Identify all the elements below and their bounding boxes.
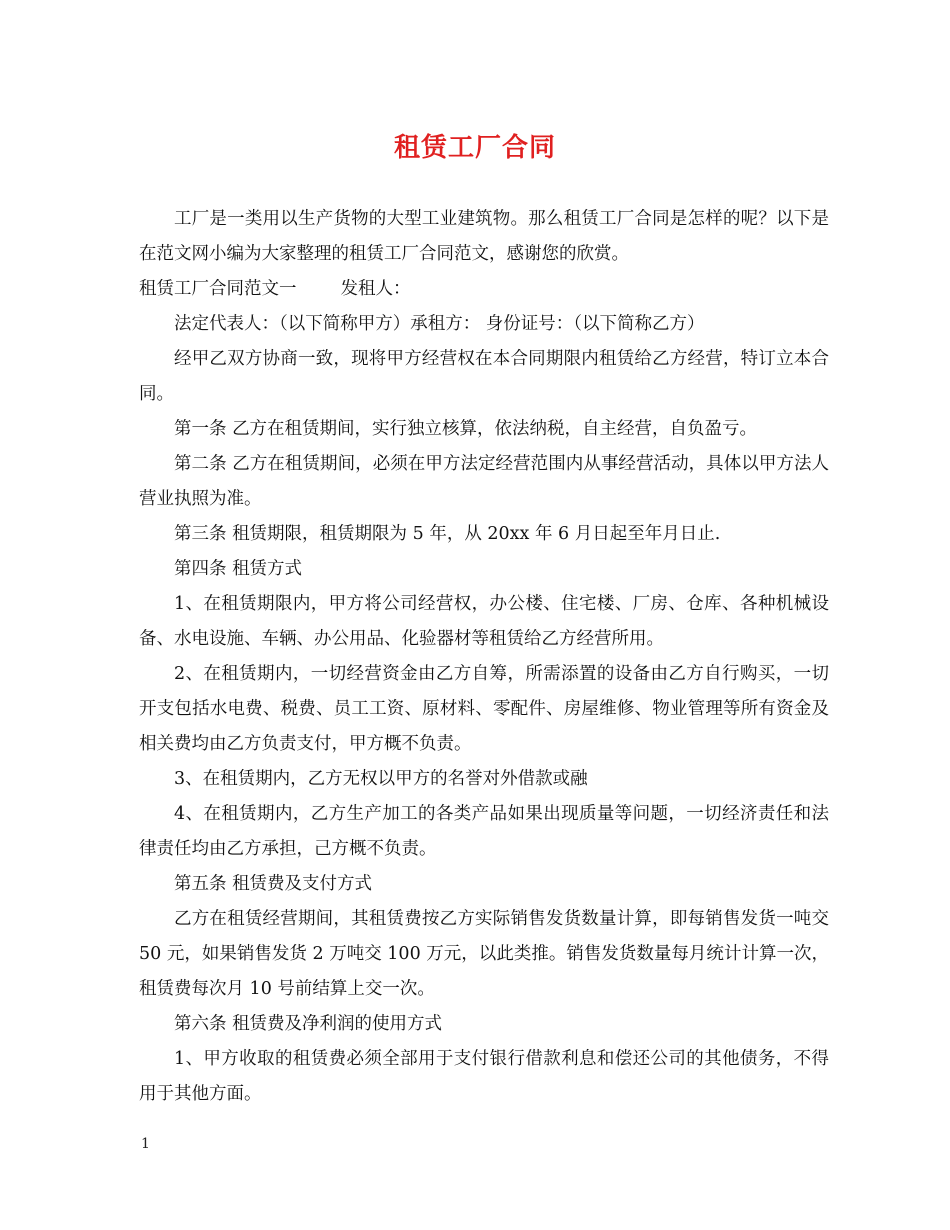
article-2: 第二条 乙方在租赁期间，必须在甲方法定经营范围内从事经营活动，具体以甲方法人营业执照为准。 bbox=[139, 454, 829, 509]
page-number: 1 bbox=[141, 1136, 150, 1152]
parties-paragraph: 法定代表人：（以下简称甲方）承租方： 身份证号：（以下简称乙方） bbox=[174, 314, 705, 334]
article-4-item-1: 1、在租赁期限内，甲方将公司经营权，办公楼、住宅楼、厂房、仓库、各种机械设备、水电设施、车辆、办公用品、化验器材等租赁给乙方经营所用。 bbox=[139, 594, 829, 649]
sample-heading-line bbox=[139, 272, 829, 307]
article-5-heading: 第五条 租赁费及支付方式 bbox=[174, 874, 373, 894]
document-body bbox=[139, 202, 829, 1112]
article-4-heading: 第四条 租赁方式 bbox=[174, 559, 303, 579]
article-1: 第一条 乙方在租赁期间，实行独立核算，依法纳税，自主经营，自负盈亏。 bbox=[174, 419, 758, 439]
article-4-item-3: 3、在租赁期内，乙方无权以甲方的名誉对外借款或融 bbox=[174, 769, 588, 789]
article-6-item-1: 1、甲方收取的租赁费必须全部用于支付银行借款利息和偿还公司的其他债务，不得用于其他方面。 bbox=[139, 1049, 829, 1104]
lessor-label: 发租人： bbox=[340, 279, 411, 299]
sample-heading: 租赁工厂合同范文一 bbox=[139, 279, 297, 299]
intro-paragraph: 工厂是一类用以生产货物的大型工业建筑物。那么租赁工厂合同是怎样的呢？以下是在范文网小编为大家整理的租赁工厂合同范文，感谢您的欣赏。 bbox=[139, 209, 829, 264]
article-4-item-2: 2、在租赁期内，一切经营资金由乙方自筹，所需添置的设备由乙方自行购买，一切开支包括水电费、税费、员工工资、原材料、零配件、房屋维修、物业管理等所有资金及相关费均由乙方负责支付，甲方概不负责。 bbox=[139, 664, 829, 754]
article-3: 第三条 租赁期限，租赁期限为 5 年，从 20xx 年 6 月日起至年月日止. bbox=[174, 524, 721, 544]
article-5-text: 乙方在租赁经营期间，其租赁费按乙方实际销售发货数量计算，即每销售发货一吨交 50 元，如果销售发货 2 万吨交 100 万元，以此类推。销售发货数量每月统计计算一次，租赁费每次月 10 号前结算上交一次。 bbox=[139, 909, 829, 999]
document-title: 租赁工厂合同 bbox=[393, 133, 556, 163]
article-4-item-4: 4、在租赁期内，乙方生产加工的各类产品如果出现质量等问题，一切经济责任和法律责任均由乙方承担，己方概不负责。 bbox=[139, 804, 829, 859]
article-6-heading: 第六条 租赁费及净利润的使用方式 bbox=[174, 1014, 443, 1034]
preamble-paragraph: 经甲乙双方协商一致，现将甲方经营权在本合同期限内租赁给乙方经营，特订立本合同。 bbox=[139, 349, 829, 404]
